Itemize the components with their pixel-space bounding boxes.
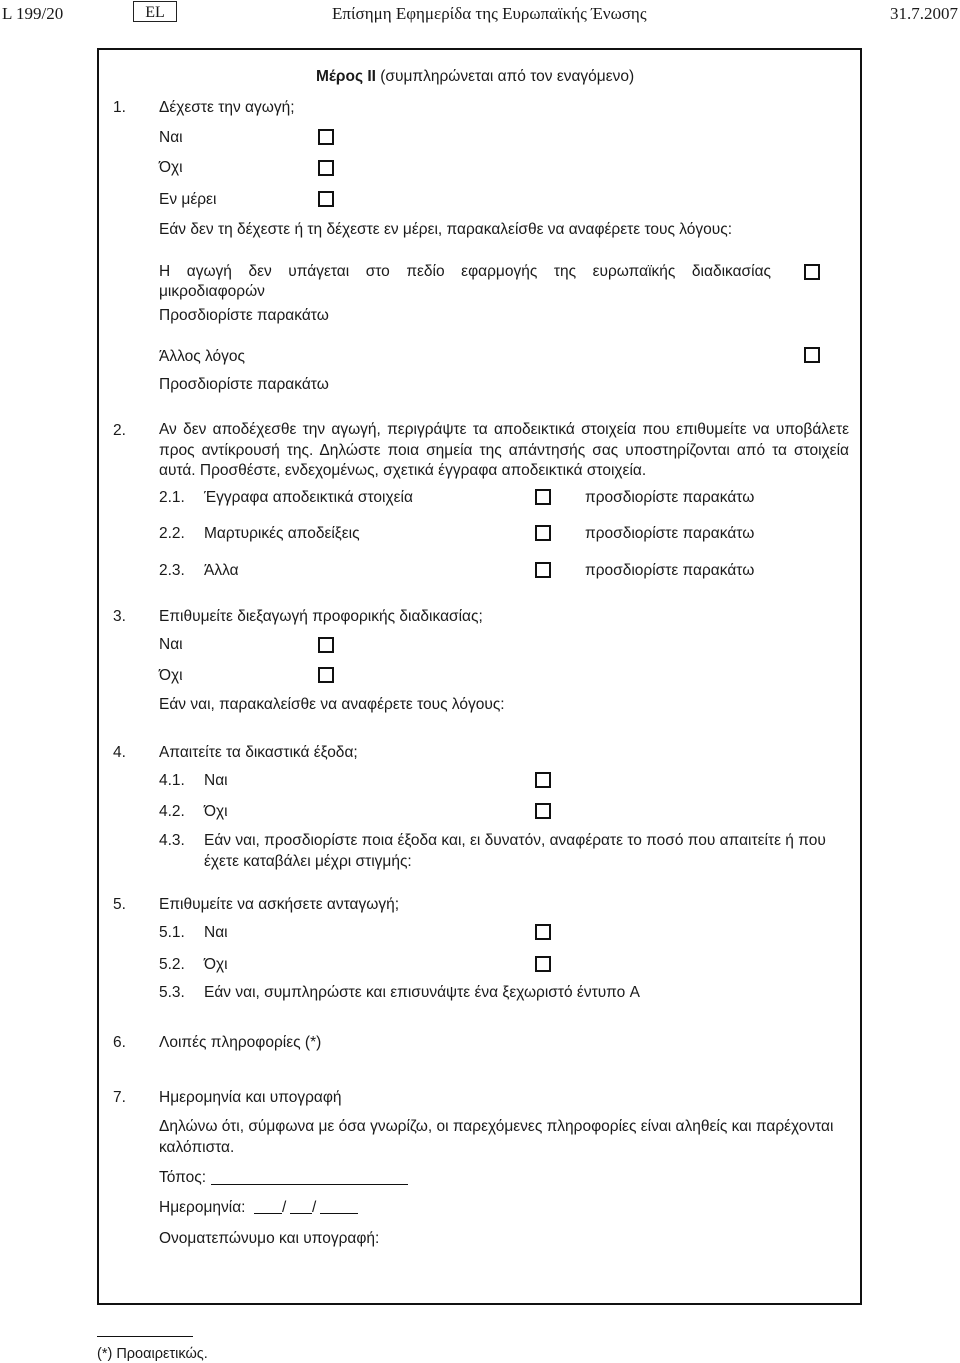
- q4-item-2-label: Όχι: [204, 803, 228, 820]
- q3-reasons-prompt: Εάν ναι, παρακαλείσθε να αναφέρετε τους λόγους:: [159, 696, 505, 713]
- q4-item-1-checkbox[interactable]: [535, 772, 551, 788]
- q5-item-3-text: Εάν ναι, συμπληρώστε και επισυνάψτε ένα ξεχωριστό έντυπο A: [204, 984, 640, 1001]
- q1-specify-1: Προσδιορίστε παρακάτω: [159, 307, 329, 324]
- name-signature-label: Ονοματεπώνυμο και υπογραφή:: [159, 1230, 380, 1247]
- q1-question: Δέχεστε την αγωγή;: [159, 99, 295, 116]
- q2-number: 2.: [113, 422, 126, 439]
- footnote-rule: [97, 1336, 193, 1337]
- journal-title: Επίσημη Εφημερίδα της Ευρωπαϊκής Ένωσης: [332, 4, 647, 23]
- q5-item-2-number: 5.2.: [159, 956, 185, 973]
- q2-item-2-number: 2.2.: [159, 525, 185, 542]
- q3-yes-label: Ναι: [159, 636, 183, 653]
- part-title: [316, 67, 634, 87]
- q6-label: Λοιπές πληροφορίες (*): [159, 1034, 322, 1051]
- q2-item-3-specify: προσδιορίστε παρακάτω: [585, 562, 755, 579]
- q1-partial-checkbox[interactable]: [318, 191, 334, 207]
- q4-question: Απαιτείτε τα δικαστικά έξοδα;: [159, 744, 358, 761]
- publication-date: 31.7.2007: [890, 4, 958, 23]
- q3-no-label: Όχι: [159, 667, 183, 684]
- form-frame: [97, 48, 862, 1305]
- q5-question: Επιθυμείτε να ασκήσετε ανταγωγή;: [159, 896, 400, 913]
- q2-item-1-label: Έγγραφα αποδεικτικά στοιχεία: [204, 489, 413, 506]
- q1-yes-checkbox[interactable]: [318, 129, 334, 145]
- journal-reference: L 199/20: [2, 4, 64, 23]
- q4-item-3-text: Εάν ναι, προσδιορίστε ποια έξοδα και, ει δυνατόν, αναφέρατε το ποσό που απαιτείτε ή που έχετε καταβάλει μέχρι στιγμής:: [204, 832, 826, 870]
- q2-item-1-number: 2.1.: [159, 489, 185, 506]
- q2-item-3-checkbox[interactable]: [535, 562, 551, 578]
- q1-number: 1.: [113, 99, 126, 116]
- q1-no-label: Όχι: [159, 159, 183, 176]
- date-separator-1: /: [282, 1199, 287, 1216]
- page-header: [0, 0, 960, 28]
- q1-reasons-prompt: Εάν δεν τη δέχεστε ή τη δέχεστε εν μέρει, παρακαλείσθε να αναφέρετε τους λόγους:: [159, 221, 733, 238]
- footnote: (*) Προαιρετικώς.: [97, 1346, 208, 1362]
- q2-item-2-label: Μαρτυρικές αποδείξεις: [204, 525, 360, 542]
- q2-item-3-label: Άλλα: [204, 562, 239, 579]
- q7-label: Ημερομηνία και υπογραφή: [159, 1089, 342, 1106]
- q5-number: 5.: [113, 896, 126, 913]
- q5-item-1-number: 5.1.: [159, 924, 185, 941]
- q3-number: 3.: [113, 608, 126, 625]
- q3-yes-checkbox[interactable]: [318, 637, 334, 653]
- date-month-field[interactable]: [290, 1213, 312, 1214]
- q1-no-checkbox[interactable]: [318, 160, 334, 176]
- q1-reason-scope-line1: Η αγωγή δεν υπάγεται στο πεδίο εφαρμογής της ευρωπαϊκής διαδικασίας: [159, 263, 771, 280]
- q6-number: 6.: [113, 1034, 126, 1051]
- q3-question: Επιθυμείτε διεξαγωγή προφορικής διαδικασίας;: [159, 608, 483, 625]
- q1-other-reason-checkbox[interactable]: [804, 347, 820, 363]
- q5-item-3-number: 5.3.: [159, 984, 185, 1001]
- q7-declaration: Δηλώνω ότι, σύμφωνα με όσα γνωρίζω, οι παρεχόμενες πληροφορίες είναι αληθείς και παρέχονται καλόπιστα.: [159, 1118, 834, 1156]
- q4-item-2-checkbox[interactable]: [535, 803, 551, 819]
- q2-item-3-number: 2.3.: [159, 562, 185, 579]
- date-day-field[interactable]: [254, 1213, 282, 1214]
- q4-item-2-number: 4.2.: [159, 803, 185, 820]
- q1-partial-label: Εν μέρει: [159, 191, 217, 208]
- q5-item-2-label: Όχι: [204, 956, 228, 973]
- q4-item-1-number: 4.1.: [159, 772, 185, 789]
- q2-item-2-checkbox[interactable]: [535, 525, 551, 541]
- place-field[interactable]: [211, 1184, 408, 1185]
- q1-reason-scope-line2: μικροδιαφορών: [159, 283, 265, 300]
- place-label: Τόπος:: [159, 1169, 207, 1186]
- q2-item-2-specify: προσδιορίστε παρακάτω: [585, 525, 755, 542]
- q7-number: 7.: [113, 1089, 126, 1106]
- date-separator-2: /: [312, 1199, 317, 1216]
- q2-item-1-checkbox[interactable]: [535, 489, 551, 505]
- q2-item-1-specify: προσδιορίστε παρακάτω: [585, 489, 755, 506]
- q1-specify-2: Προσδιορίστε παρακάτω: [159, 376, 329, 393]
- q1-yes-label: Ναι: [159, 129, 183, 146]
- q4-item-3-number: 4.3.: [159, 832, 185, 849]
- q2-question: Αν δεν αποδέχεσθε την αγωγή, περιγράψτε τα αποδεικτικά στοιχεία που επιθυμείτε να υποβάλετε προς αντίκρουσή της. Δηλώστε ποια σημεία της απάντησής σας υποστηρίζονται από τα στοιχεία αυτά. Προσθέστε, ενδεχομένως, σχετικά έγγραφα αποδεικτικά στοιχεία.: [159, 421, 849, 479]
- q5-item-1-checkbox[interactable]: [535, 924, 551, 940]
- q1-reason-scope-checkbox[interactable]: [804, 264, 820, 280]
- language-badge: EL: [133, 1, 177, 22]
- date-label: Ημερομηνία:: [159, 1199, 246, 1216]
- q4-item-1-label: Ναι: [204, 772, 228, 789]
- q4-number: 4.: [113, 744, 126, 761]
- q5-item-1-label: Ναι: [204, 924, 228, 941]
- part-title-rest: (συμπληρώνεται από τον εναγόμενο): [375, 68, 635, 85]
- q5-item-2-checkbox[interactable]: [535, 956, 551, 972]
- part-title-bold: Μέρος II: [316, 68, 376, 85]
- q1-other-reason-label: Άλλος λόγος: [159, 348, 245, 365]
- q3-no-checkbox[interactable]: [318, 667, 334, 683]
- date-year-field[interactable]: [320, 1213, 358, 1214]
